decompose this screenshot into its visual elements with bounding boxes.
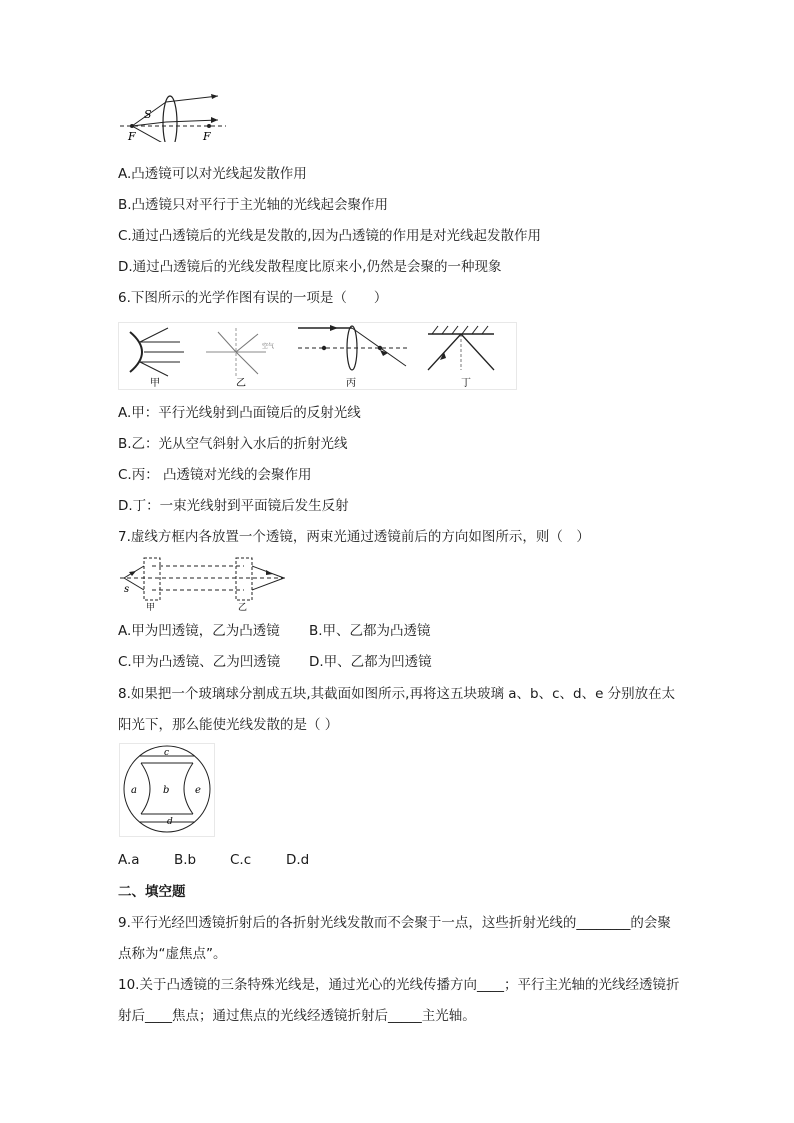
label-s: S <box>144 108 152 121</box>
q9-line2: 点称为“虚焦点”。 <box>118 946 227 962</box>
q8-options <box>118 851 309 869</box>
q7-option-d: D.甲、乙都为凹透镜 <box>309 654 432 670</box>
q7-options-row1 <box>118 622 431 640</box>
q8-glass-sphere-figure <box>119 743 215 837</box>
label-bing: 丙 <box>346 378 356 389</box>
section-heading: 二、填空题 <box>118 884 186 900</box>
q9-line1: 9.平行光经凹透镜折射后的各折射光线发散而不会聚于一点，这些折射光线的________的会聚 <box>118 915 671 931</box>
diagram-yi <box>206 328 274 389</box>
figure-frame <box>119 323 517 390</box>
q5-option-b: B.凸透镜只对平行于主光轴的光线起会聚作用 <box>118 197 389 213</box>
q8-option-c: C.c <box>230 852 252 868</box>
box-yi <box>236 558 252 600</box>
label-a: a <box>131 785 137 796</box>
q8-option-b: B.b <box>174 852 197 868</box>
arrowhead <box>211 94 218 99</box>
label-air: 空气 <box>262 343 275 350</box>
label-jia: 甲 <box>146 603 156 612</box>
label-ding: 丁 <box>461 378 471 389</box>
q5-option-d: D.通过凸透镜后的光线发散程度比原来小,仍然是会聚的一种现象 <box>118 259 502 275</box>
q8-stem-line2: 阳光下，那么能使光线发散的是（ ） <box>118 717 339 733</box>
label-yi: 乙 <box>236 378 246 389</box>
label-b: b <box>163 785 170 796</box>
label-c: c <box>164 748 170 758</box>
q6-option-a: A.甲：平行光线射到凸面镜后的反射光线 <box>118 405 361 421</box>
ray-mid-out <box>166 120 218 122</box>
label-jia: 甲 <box>150 378 160 389</box>
q8-stem-line1: 8.如果把一个玻璃球分割成五块,其截面如图所示,再将这五块玻璃 a、b、c、d、e 分别放在太 <box>118 686 676 702</box>
box-jia <box>144 558 160 600</box>
q7-option-c: C.甲为凸透镜、乙为凹透镜 <box>118 654 281 670</box>
label-f-right: F <box>203 130 211 142</box>
q7-option-a: A.甲为凹透镜，乙为凸透镜 <box>118 623 280 639</box>
diagram-bing <box>298 325 408 389</box>
q6-stem: 6.下图所示的光学作图有误的一项是（ ） <box>118 290 388 306</box>
focus-point-right <box>207 124 211 128</box>
arrowhead <box>211 117 218 123</box>
label-s: s <box>124 584 130 595</box>
diagram-jia <box>130 328 184 389</box>
q5-lens-figure <box>118 92 228 142</box>
label-yi: 乙 <box>238 603 248 612</box>
q8-option-d: D.d <box>286 852 310 868</box>
label-f-left: F <box>128 130 136 142</box>
q5-option-a: A.凸透镜可以对光线起发散作用 <box>118 166 307 182</box>
q10-line1: 10.关于凸透镜的三条特殊光线是，通过光心的光线传播方向____；平行主光轴的光线经透镜折 <box>118 977 680 993</box>
q8-option-a: A.a <box>118 852 140 868</box>
diagram-ding <box>428 326 494 389</box>
q6-option-c: C.丙： 凸透镜对光线的会聚作用 <box>118 467 312 483</box>
q7-options-row2 <box>118 653 432 671</box>
q10-line2: 射后____焦点；通过焦点的光线经透镜折射后_____主光轴。 <box>118 1008 476 1024</box>
q7-option-b: B.甲、乙都为凸透镜 <box>309 623 431 639</box>
q5-option-c: C.通过凸透镜后的光线是发散的,因为凸透镜的作用是对光线起发散作用 <box>118 228 542 244</box>
q6-option-b: B.乙：光从空气斜射入水后的折射光线 <box>118 436 348 452</box>
q6-optics-figure <box>118 322 518 390</box>
q7-stem: 7.虚线方框内各放置一个透镜，两束光通过透镜前后的方向如图所示，则（ ） <box>118 529 590 545</box>
label-e: e <box>195 785 201 796</box>
q7-lens-boxes-figure <box>118 554 290 612</box>
label-d: d <box>167 817 173 827</box>
q6-option-d: D.丁：一束光线射到平面镜后发生反射 <box>118 498 349 514</box>
